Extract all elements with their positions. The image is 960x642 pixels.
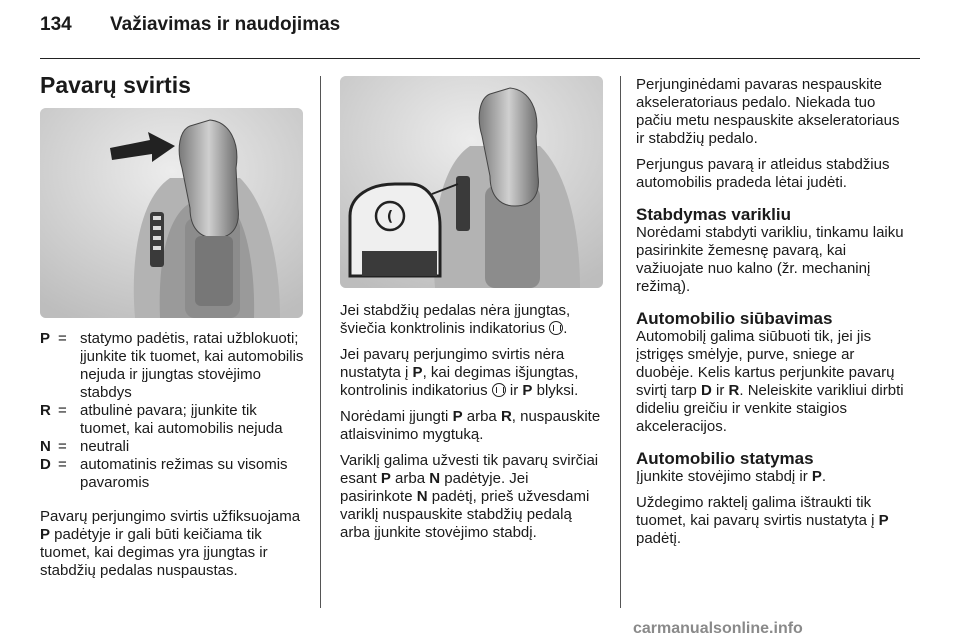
brake-pedal-indicator-icon xyxy=(492,383,506,397)
legend-text: atbulinė pavara; įjunkite tik tuomet, kai automobilis nejuda xyxy=(80,402,283,437)
section-title: Pavarų svirtis xyxy=(40,72,191,98)
indicator-photo xyxy=(340,76,603,288)
legend-key: R xyxy=(40,402,51,419)
legend-eq: = xyxy=(58,402,67,419)
col3-paragraph-5: Įjunkite stovėjimo stabdį ir P. xyxy=(636,468,827,485)
legend-row-d xyxy=(40,456,305,492)
column-divider-1 xyxy=(320,76,321,608)
legend-text: statymo padėtis, ratai užblokuoti; įjunkite tik tuomet, kai automobilis nejuda ir įjungtas stovėjimo stabdys xyxy=(80,330,304,401)
col2-paragraph-2: Jei pavarų perjungimo svirtis nėra nustatyta į P, kai degimas išjungtas, kontrolinis indikatorius ir P blyksi. xyxy=(340,346,579,399)
legend-key: N xyxy=(40,438,51,455)
subsection-title-engine-braking: Stabdymas varikliu xyxy=(636,205,791,224)
page-title: Važiavimas ir naudojimas xyxy=(110,14,341,35)
column-divider-2 xyxy=(620,76,621,608)
col2-paragraph-4: Variklį galima užvesti tik pavarų svirčiai esant P arba N padėtyje. Jei pasirinkote N padėtį, prieš užvesdami variklį nuspauskite stabdžių pedalą arba įjunkite stovėjimo stabdį. xyxy=(340,452,599,541)
legend-row-p xyxy=(40,330,305,402)
legend-eq: = xyxy=(58,330,67,347)
page-number: 134 xyxy=(40,14,72,35)
legend-text: automatinis režimas su visomis pavaromis xyxy=(80,456,288,491)
col2-paragraph-1: Jei stabdžių pedalas nėra įjungtas, šviečia konktrolinis indikatorius . xyxy=(340,302,571,337)
watermark: carmanualsonline.info xyxy=(633,620,803,637)
col3-paragraph-3: Norėdami stabdyti varikliu, tinkamu laiku pasirinkite žemesnę pavarą, kai važiuojate nuo kalno (žr. mechaninį režimą). xyxy=(636,224,904,295)
col3-paragraph-1: Perjunginėdami pavaras nespauskite akseleratoriaus pedalo. Niekada tuo pačiu metu nespauskite akseleratoriaus ir stabdžių pedalo. xyxy=(636,76,900,147)
legend-row-n xyxy=(40,438,305,456)
page-header xyxy=(40,14,920,50)
legend-key: D xyxy=(40,456,51,473)
gear-lever-photo xyxy=(40,108,303,318)
legend-text: neutrali xyxy=(80,438,130,455)
col3-paragraph-4: Automobilį galima siūbuoti tik, jei jis įstrigęs smėlyje, purve, sniege ar duobėje. Kelis kartus perjunkite pavarų svirtį tarp D ir R. Neleiskite varikliui dirbti dideliu greičiu ir venkite staigios akceleracijos. xyxy=(636,328,904,435)
legend-key: P xyxy=(40,330,51,347)
column-2 xyxy=(340,76,604,550)
column-1 xyxy=(40,70,305,588)
legend-eq: = xyxy=(58,456,67,473)
gear-position-legend xyxy=(40,330,305,492)
header-divider xyxy=(40,58,920,59)
legend-eq: = xyxy=(58,438,67,455)
col2-paragraph-3: Norėdami įjungti P arba R, nuspauskite atlaisvinimo mygtuką. xyxy=(340,408,601,443)
subsection-title-rocking: Automobilio siūbavimas xyxy=(636,309,833,328)
legend-row-r xyxy=(40,402,305,438)
col3-paragraph-6: Uždegimo raktelį galima ištraukti tik tuomet, kai pavarų svirtis nustatyta į P padėtį. xyxy=(636,494,889,547)
column-3 xyxy=(636,76,908,556)
lever-lock-paragraph: Pavarų perjungimo svirtis užfiksuojama P padėtyje ir gali būti keičiama tik tuomet, kai degimas yra įjungtas ir stabdžių pedalas nuspaustas. xyxy=(40,508,301,579)
svg-text:(: ( xyxy=(386,209,394,225)
brake-pedal-indicator-icon xyxy=(549,321,563,335)
subsection-title-parking: Automobilio statymas xyxy=(636,449,814,468)
col3-paragraph-2: Perjungus pavarą ir atleidus stabdžius automobilis pradeda lėtai judėti. xyxy=(636,156,890,191)
